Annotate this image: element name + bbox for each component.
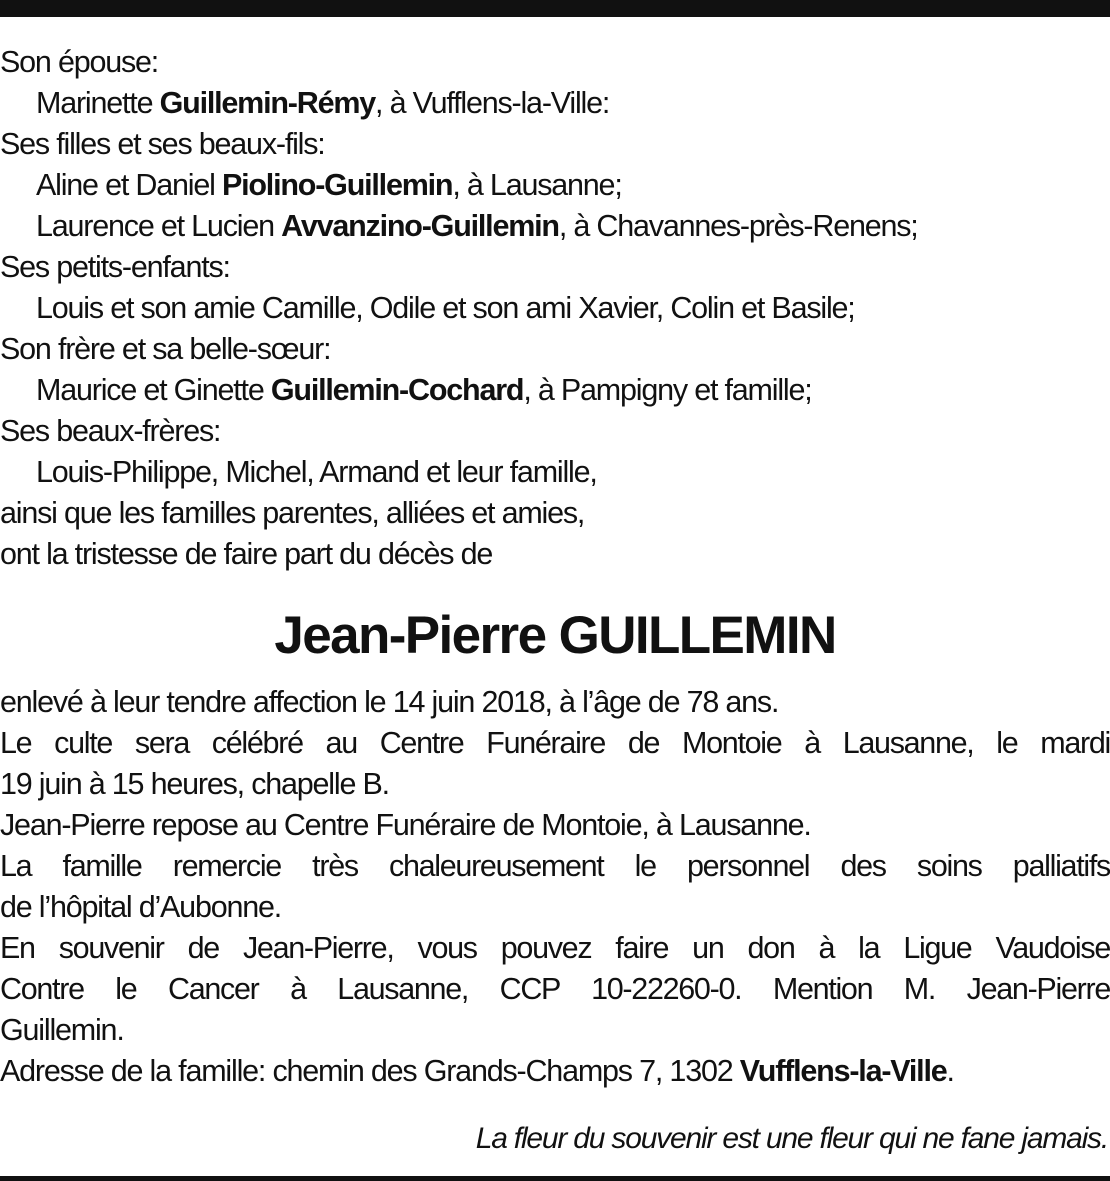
- daughter2-surname: Avvanzino-Guillemin: [281, 209, 559, 243]
- service-line-1: Le culte sera célébré au Centre Funéraire de Montoie à Lausanne, le mardi: [0, 726, 1110, 760]
- daughter2-line: Laurence et Lucien Avvanzino-Guillemin, à Chavannes-près-Renens;: [36, 209, 918, 243]
- spouse-label: Son épouse:: [0, 45, 159, 79]
- address-town: Vufflens-la-Ville: [739, 1054, 947, 1088]
- brothers-in-law-line: Louis-Philippe, Michel, Armand et leur famille,: [36, 455, 597, 489]
- brother-label: Son frère et sa belle-sœur:: [0, 332, 331, 366]
- rest-line: Jean-Pierre repose au Centre Funéraire de Montoie, à Lausanne.: [0, 808, 811, 842]
- address-line: Adresse de la famille: chemin des Grands-Champs 7, 1302 Vufflens-la-Ville.: [0, 1054, 954, 1088]
- brother-line: Maurice et Ginette Guillemin-Cochard, à Pampigny et famille;: [36, 373, 812, 407]
- donation-line-2: Contre le Cancer à Lausanne, CCP 10-22260-0. Mention M. Jean-Pierre: [0, 972, 1110, 1006]
- bottom-rule: [0, 1176, 1110, 1181]
- donation-line-1: En souvenir de Jean-Pierre, vous pouvez faire un don à la Ligue Vaudoise: [0, 931, 1110, 965]
- daughter1-surname: Piolino-Guillemin: [221, 168, 453, 202]
- service-line-2: 19 juin à 15 heures, chapelle B.: [0, 767, 389, 801]
- donation-line-3: Guillemin.: [0, 1013, 124, 1047]
- thanks-line-1: La famille remercie très chaleureusement le personnel des soins palliatifs: [0, 849, 1110, 883]
- announcement-line: ont la tristesse de faire part du décès de: [0, 537, 493, 571]
- spouse-line: Marinette Guillemin-Rémy, à Vufflens-la-Ville:: [36, 86, 610, 120]
- top-rule: [0, 0, 1110, 17]
- brothers-in-law-label: Ses beaux-frères:: [0, 414, 221, 448]
- thanks-line-2: de l’hôpital d’Aubonne.: [0, 890, 282, 924]
- grandchildren-label: Ses petits-enfants:: [0, 250, 230, 284]
- grandchildren-line: Louis et son amie Camille, Odile et son ami Xavier, Colin et Basile;: [36, 291, 855, 325]
- deceased-name: Jean-Pierre GUILLEMIN: [274, 606, 836, 665]
- spouse-surname: Guillemin-Rémy: [159, 86, 376, 120]
- brother-surname: Guillemin-Cochard: [270, 373, 524, 407]
- relatives-line: ainsi que les familles parentes, alliées et amies,: [0, 496, 585, 530]
- death-line: enlevé à leur tendre affection le 14 juin 2018, à l’âge de 78 ans.: [0, 685, 779, 719]
- daughters-label: Ses filles et ses beaux-fils:: [0, 127, 325, 161]
- daughter1-line: Aline et Daniel Piolino-Guillemin, à Lausanne;: [36, 168, 622, 202]
- motto: La fleur du souvenir est une fleur qui ne fane jamais.: [475, 1122, 1108, 1155]
